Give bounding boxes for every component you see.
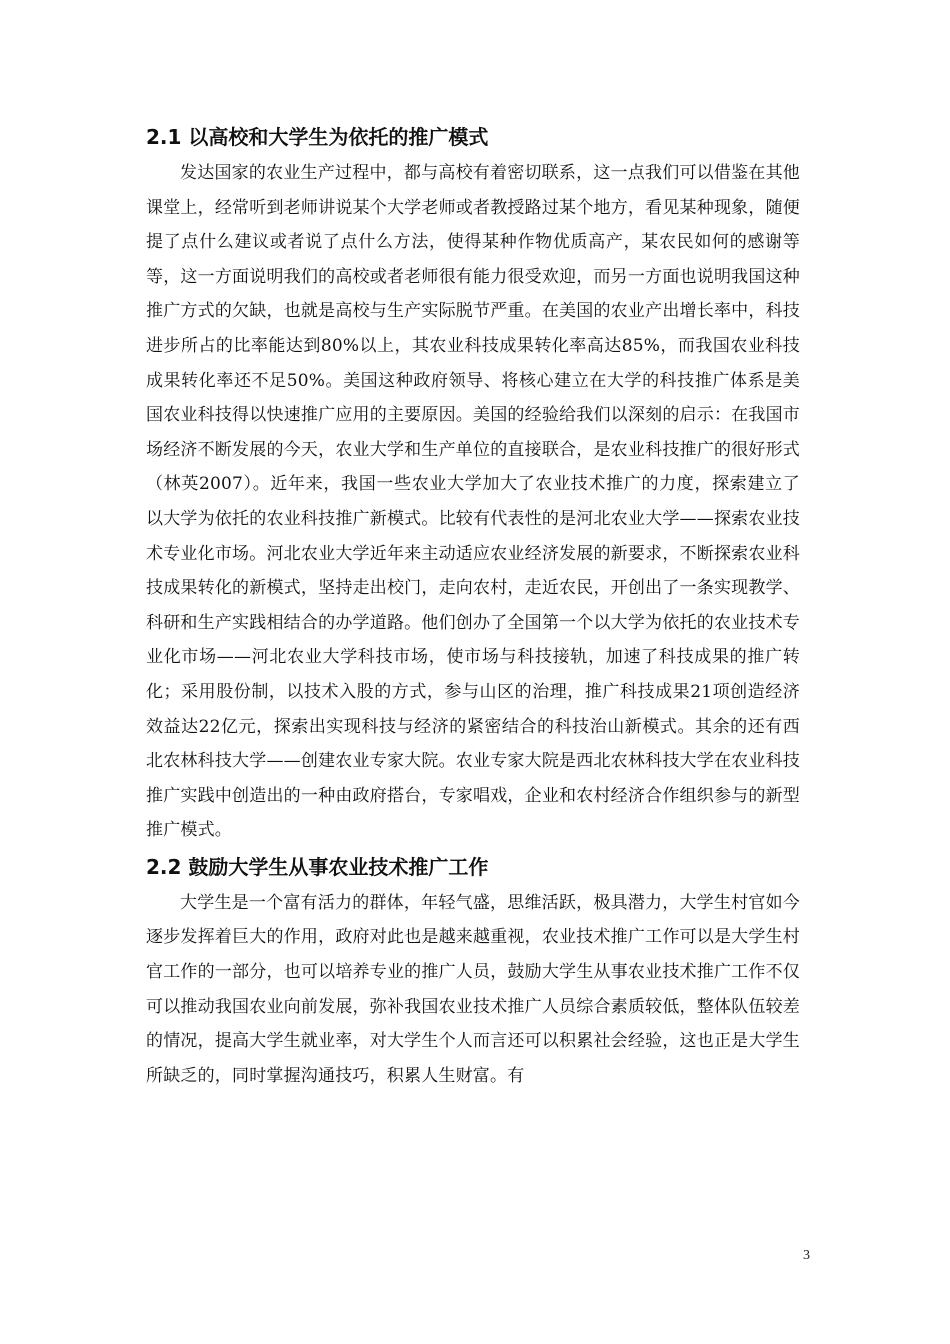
section-paragraph-2-2: 大学生是一个富有活力的群体，年轻气盛，思维活跃，极具潜力，大学生村官如今逐步发挥着巨大的作用，政府对此也是越来越重视，农业技术推广工作可以是大学生村官工作的一部分，也可以培养专业的推广人员，鼓励大学生从事农业技术推广工作不仅可以推动我国农业向前发展，弥补我国农业技术推广人员综合素质较低，整体队伍较差的情况，提高大学生就业率，对大学生个人而言还可以积累社会经验，这也正是大学生所缺乏的，同时掌握沟通技巧，积累人生财富。有 — [146, 892, 800, 1086]
document-body — [146, 118, 800, 1093]
section-heading-2-1: 2.1 以高校和大学生为依托的推广模式 — [146, 125, 489, 149]
section-paragraph-2-1: 发达国家的农业生产过程中，都与高校有着密切联系，这一点我们可以借鉴在其他课堂上，经常听到老师讲说某个大学老师或者教授路过某个地方，看见某种现象，随便提了点什么建议或者说了点什么方法，使得某种作物优质高产，某农民如何的感谢等等，这一方面说明我们的高校或者老师很有能力很受欢迎，而另一方面也说明我国这种推广方式的欠缺，也就是高校与生产实际脱节严重。在美国的农业产出增长率中，科技进步所占的比率能达到80%以上，其农业科技成果转化率高达85%，而我国农业科技成果转化率还不足50%。美国这种政府领导、将核心建立在大学的科技推广体系是美国农业科技得以快速推广应用的主要原因。美国的经验给我们以深刻的启示：在我国市场经济不断发展的今天，农业大学和生产单位的直接联合，是农业科技推广的很好形式（林英2007）。近年来，我国一些农业大学加大了农业技术推广的力度，探索建立了以大学为依托的农业科技推广新模式。比较有代表性的是河北农业大学——探索农业技术专业化市场。河北农业大学近年来主动适应农业经济发展的新要求，不断探索农业科技成果转化的新模式，坚持走出校门，走向农村，走近农民，开创出了一条实现教学、科研和生产实践相结合的办学道路。他们创办了全国第一个以大学为依托的农业技术专业化市场——河北农业大学科技市场，使市场与科技接轨，加速了科技成果的推广转化；采用股份制，以技术入股的方式，参与山区的治理，推广科技成果21项创造经济效益达22亿元，探索出实现科技与经济的紧密结合的科技治山新模式。其余的还有西北农林科技大学——创建农业专家大院。农业专家大院是西北农林科技大学在农业科技推广实践中创造出的一种由政府搭台，专家唱戏，企业和农村经济合作组织参与的新型推广模式。 — [146, 163, 800, 841]
section-heading-2-2: 2.2 鼓励大学生从事农业技术推广工作 — [146, 854, 489, 879]
page-number: 3 — [803, 1248, 810, 1263]
